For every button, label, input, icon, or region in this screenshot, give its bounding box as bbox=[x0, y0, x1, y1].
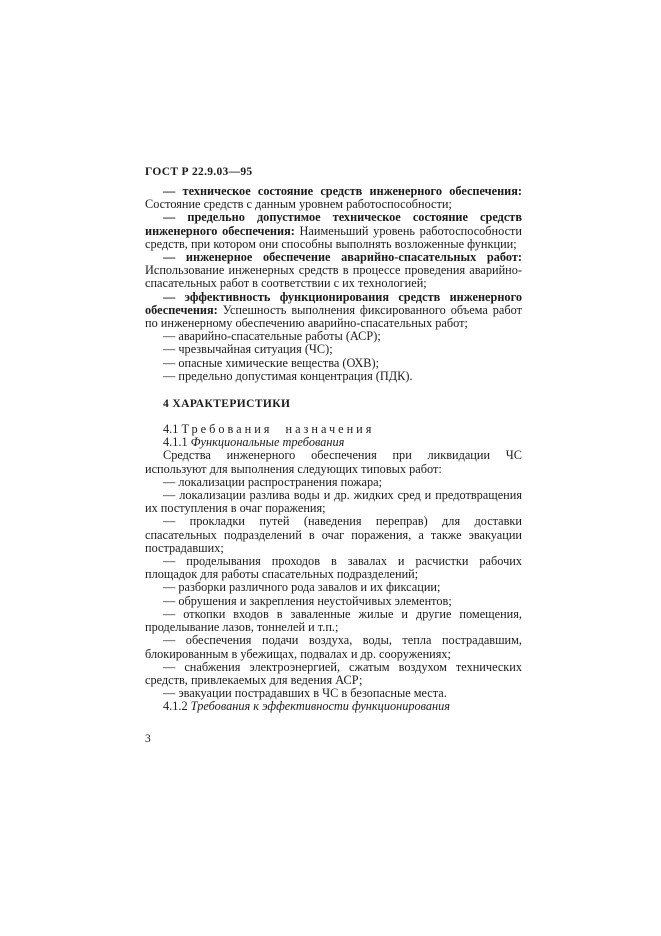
document-header: ГОСТ Р 22.9.03—95 bbox=[145, 166, 253, 178]
clause-number: 4.1 bbox=[163, 422, 179, 437]
clause-number: 4.1.2 bbox=[163, 699, 188, 714]
abbreviation-item: — аварийно-спасательные работы (АСР); bbox=[163, 329, 381, 344]
task-item: — проделывания проходов в завалах и расчистки рабочих площадок для работы спасательных подразделений; bbox=[145, 554, 522, 582]
definition-text: Успешность выполнения фиксированного объема работ по инженерному обеспечению аварийно-спасательных работ; bbox=[145, 302, 522, 331]
definition-text: Наименьший уровень работоспособности средств, при котором они способны выполнять возложенные функции; bbox=[145, 223, 522, 251]
abbreviation-item: — чрезвычайная ситуация (ЧС); bbox=[163, 342, 333, 357]
intro-paragraph: Средства инженерного обеспечения при ликвидации ЧС используют для выполнения следующих типовых работ: bbox=[145, 448, 522, 476]
task-item: — обеспечения подачи воздуха, воды, тепла пострадавшим, блокированным в убежищах, подвалах и др. сооружениях; bbox=[145, 633, 522, 661]
term-paragraph bbox=[145, 291, 522, 331]
term-text: — предельно допустимое техническое состояние средств инженерного обеспечения: bbox=[145, 210, 522, 238]
term-text: — инженерное обеспечение аварийно-спасательных работ: bbox=[163, 250, 522, 265]
clause-title: Функциональные требования bbox=[190, 435, 345, 450]
task-item: — прокладки путей (наведения переправ) для доставки спасательных подразделений в очаг поражения, а также эвакуации пострадавших; bbox=[145, 514, 522, 555]
definition-text: Использование инженерных средств в процессе проведения аварийно-спасательных работ в соответствии с их технологией; bbox=[145, 263, 522, 291]
task-item: — откопки входов в заваленные жилые и другие помещения, проделывание лазов, тоннелей и т.п.; bbox=[145, 606, 522, 635]
task-item: — обрушения и закрепления неустойчивых элементов; bbox=[163, 593, 452, 608]
task-item: — локализации разлива воды и др. жидких сред и предотвращения их поступления в очаг поражения; bbox=[145, 488, 522, 516]
clause-number: 4.1.1 bbox=[163, 435, 188, 450]
task-item: — разборки различного рода завалов и их фиксации; bbox=[163, 580, 441, 595]
definition-text: Состояние средств с данным уровнем работоспособности; bbox=[145, 197, 452, 212]
abbreviation-item: — предельно допустимая концентрация (ПДК). bbox=[163, 368, 413, 383]
page-number: 3 bbox=[145, 733, 151, 745]
clause-4-1-2 bbox=[145, 700, 522, 713]
task-item: — локализации распространения пожара; bbox=[163, 474, 383, 489]
text-block bbox=[145, 166, 522, 714]
clause-title: Требования к эффективности функционирования bbox=[190, 699, 451, 714]
task-item: — снабжения электроэнергией, сжатым воздухом технических средств, привлекаемых для ведения АСР; bbox=[145, 659, 522, 687]
term-paragraph bbox=[145, 185, 522, 211]
abbreviation-item: — опасные химические вещества (ОХВ); bbox=[163, 355, 380, 370]
term-text: — эффективность функционирования средств инженерного обеспечения: bbox=[145, 289, 522, 317]
term-text: — техническое состояние средств инженерного обеспечения: bbox=[163, 184, 522, 198]
term-paragraph bbox=[145, 211, 522, 251]
clause-title: Требования назначения bbox=[181, 422, 375, 437]
task-item: — эвакуации пострадавших в ЧС в безопасные места. bbox=[163, 686, 447, 701]
section-heading: 4 ХАРАКТЕРИСТИКИ bbox=[163, 398, 291, 411]
term-paragraph bbox=[145, 251, 522, 291]
